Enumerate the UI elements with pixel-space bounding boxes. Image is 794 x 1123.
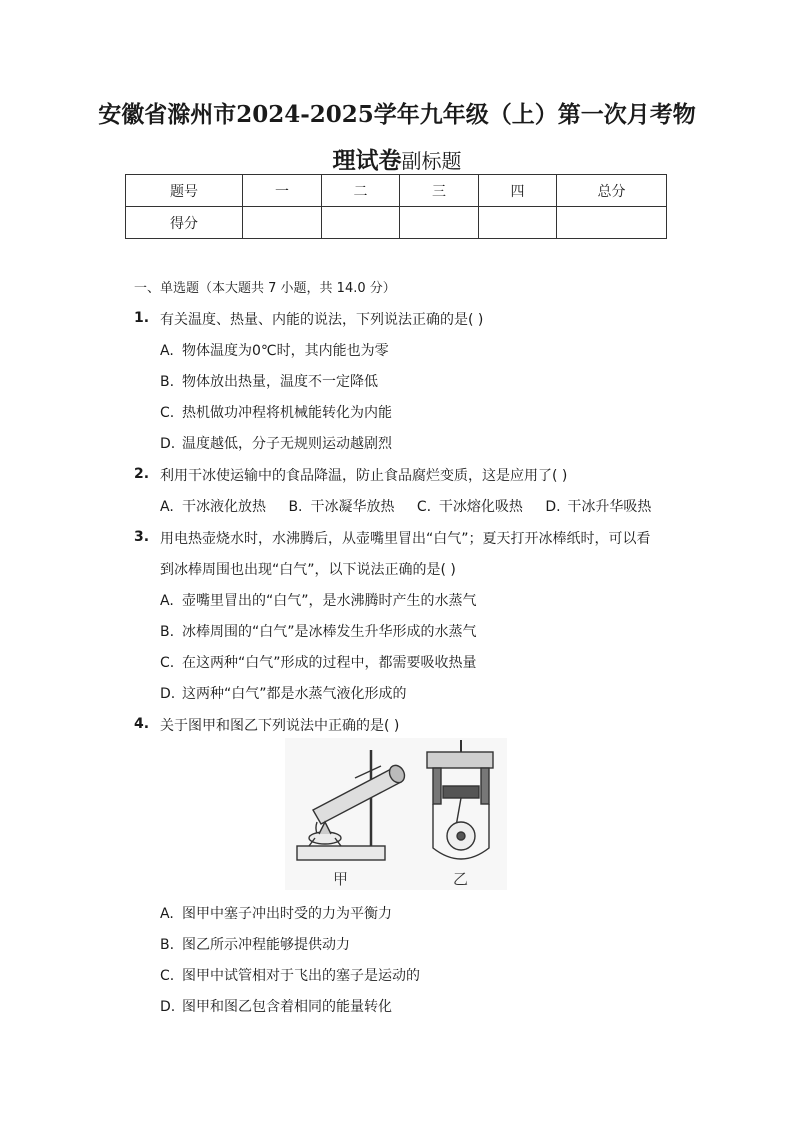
option-text: 壶嘴里冒出的“白气”，是水沸腾时产生的水蒸气 [182,593,477,609]
question-text: 利用干冰使运输中的食品降温，防止食品腐烂变质，这是应用了( ) [160,468,568,484]
option-text: 干冰升华吸热 [567,499,652,515]
option-label: B. [160,374,175,390]
option-label: D. [160,436,176,452]
score-cell[interactable] [479,207,557,239]
option-b [160,934,350,954]
option-text: 物体放出热量，温度不一定降低 [182,374,378,390]
question-text-line2: 到冰棒周围也出现“白气”，以下说法正确的是( ) [160,562,456,578]
score-header-cell: 总分 [557,175,667,207]
option-label: B. [160,937,175,953]
figure-drawing [285,738,507,890]
option-text: 图甲中试管相对于飞出的塞子是运动的 [182,968,420,984]
figure-label-yi: 乙 [453,870,469,888]
option-a [160,340,389,360]
question-text-line1: 用电热壶烧水时，水沸腾后，从壶嘴里冒出“白气”；夏天打开冰棒纸时，可以看 [160,531,651,547]
option-text: 图甲和图乙包含着相同的能量转化 [182,999,392,1015]
exam-title-line2 [0,142,794,175]
option-a [160,496,266,516]
option-text: 图甲中塞子冲出时受的力为平衡力 [182,906,392,922]
score-header-cell: 一 [243,175,322,207]
option-label: D. [160,686,176,702]
question-number: 4. [134,716,150,732]
option-c [417,496,523,516]
score-cell[interactable] [243,207,322,239]
option-c [160,402,392,422]
option-text: 热机做功冲程将机械能转化为内能 [182,405,392,421]
option-text: 这两种“白气”都是水蒸气液化形成的 [182,686,407,702]
option-text: 干冰熔化吸热 [438,499,523,515]
option-c [160,965,420,985]
option-b [288,496,394,516]
score-header-cell: 题号 [126,175,243,207]
question-figure [285,738,507,890]
score-cell[interactable] [322,207,400,239]
exam-title-line1: 安徽省滁州市2024-2025学年九年级（上）第一次月考物 [98,101,696,128]
option-d [160,996,392,1016]
option-b [160,621,477,641]
score-header-cell: 三 [400,175,479,207]
option-text: 物体温度为0℃时，其内能也为零 [182,343,389,359]
score-table [125,174,667,239]
option-text: 干冰液化放热 [182,499,266,515]
score-table-score-row [126,207,667,239]
option-label: A. [160,593,174,609]
option-d [160,683,407,703]
figure-label-jia: 甲 [333,870,349,888]
option-label: C. [160,655,175,671]
option-label: C. [416,499,432,515]
option-a [160,590,477,610]
option-label: A. [160,343,174,359]
option-text: 干冰凝华放热 [310,499,395,515]
option-text: 温度越低，分子无规则运动越剧烈 [182,436,392,452]
score-table-header-row [126,175,667,207]
option-text: 在这两种“白气”形成的过程中，都需要吸收热量 [182,655,477,671]
score-header-cell: 四 [479,175,557,207]
score-row-label: 得分 [126,207,243,239]
option-label: B. [288,499,303,515]
section-heading: 一、单选题（本大题共 7 小题，共 14.0 分） [134,281,396,296]
option-d [160,433,392,453]
option-text: 冰棒周围的“白气”是冰棒发生升华形成的水蒸气 [182,624,477,640]
question-number: 2. [134,466,150,482]
exam-title-continuation: 理试卷 [332,147,402,174]
option-label: C. [160,405,175,421]
option-label: D. [160,999,176,1015]
exam-subtitle: 副标题 [401,149,462,173]
option-label: D. [545,499,561,515]
option-b [160,371,378,391]
option-d [545,496,651,516]
question-text: 关于图甲和图乙下列说法中正确的是( ) [160,718,400,734]
option-label: B. [160,624,175,640]
score-cell[interactable] [400,207,479,239]
score-cell[interactable] [557,207,667,239]
option-a [160,903,392,923]
option-label: A. [160,906,174,922]
question-number: 1. [134,310,150,326]
option-row [160,496,669,516]
question-text: 有关温度、热量、内能的说法，下列说法正确的是( ) [160,312,484,328]
score-header-cell: 二 [322,175,400,207]
option-label: A. [160,499,174,515]
option-label: C. [160,968,175,984]
question-number: 3. [134,529,150,545]
option-text: 图乙所示冲程能够提供动力 [182,937,350,953]
option-c [160,652,477,672]
